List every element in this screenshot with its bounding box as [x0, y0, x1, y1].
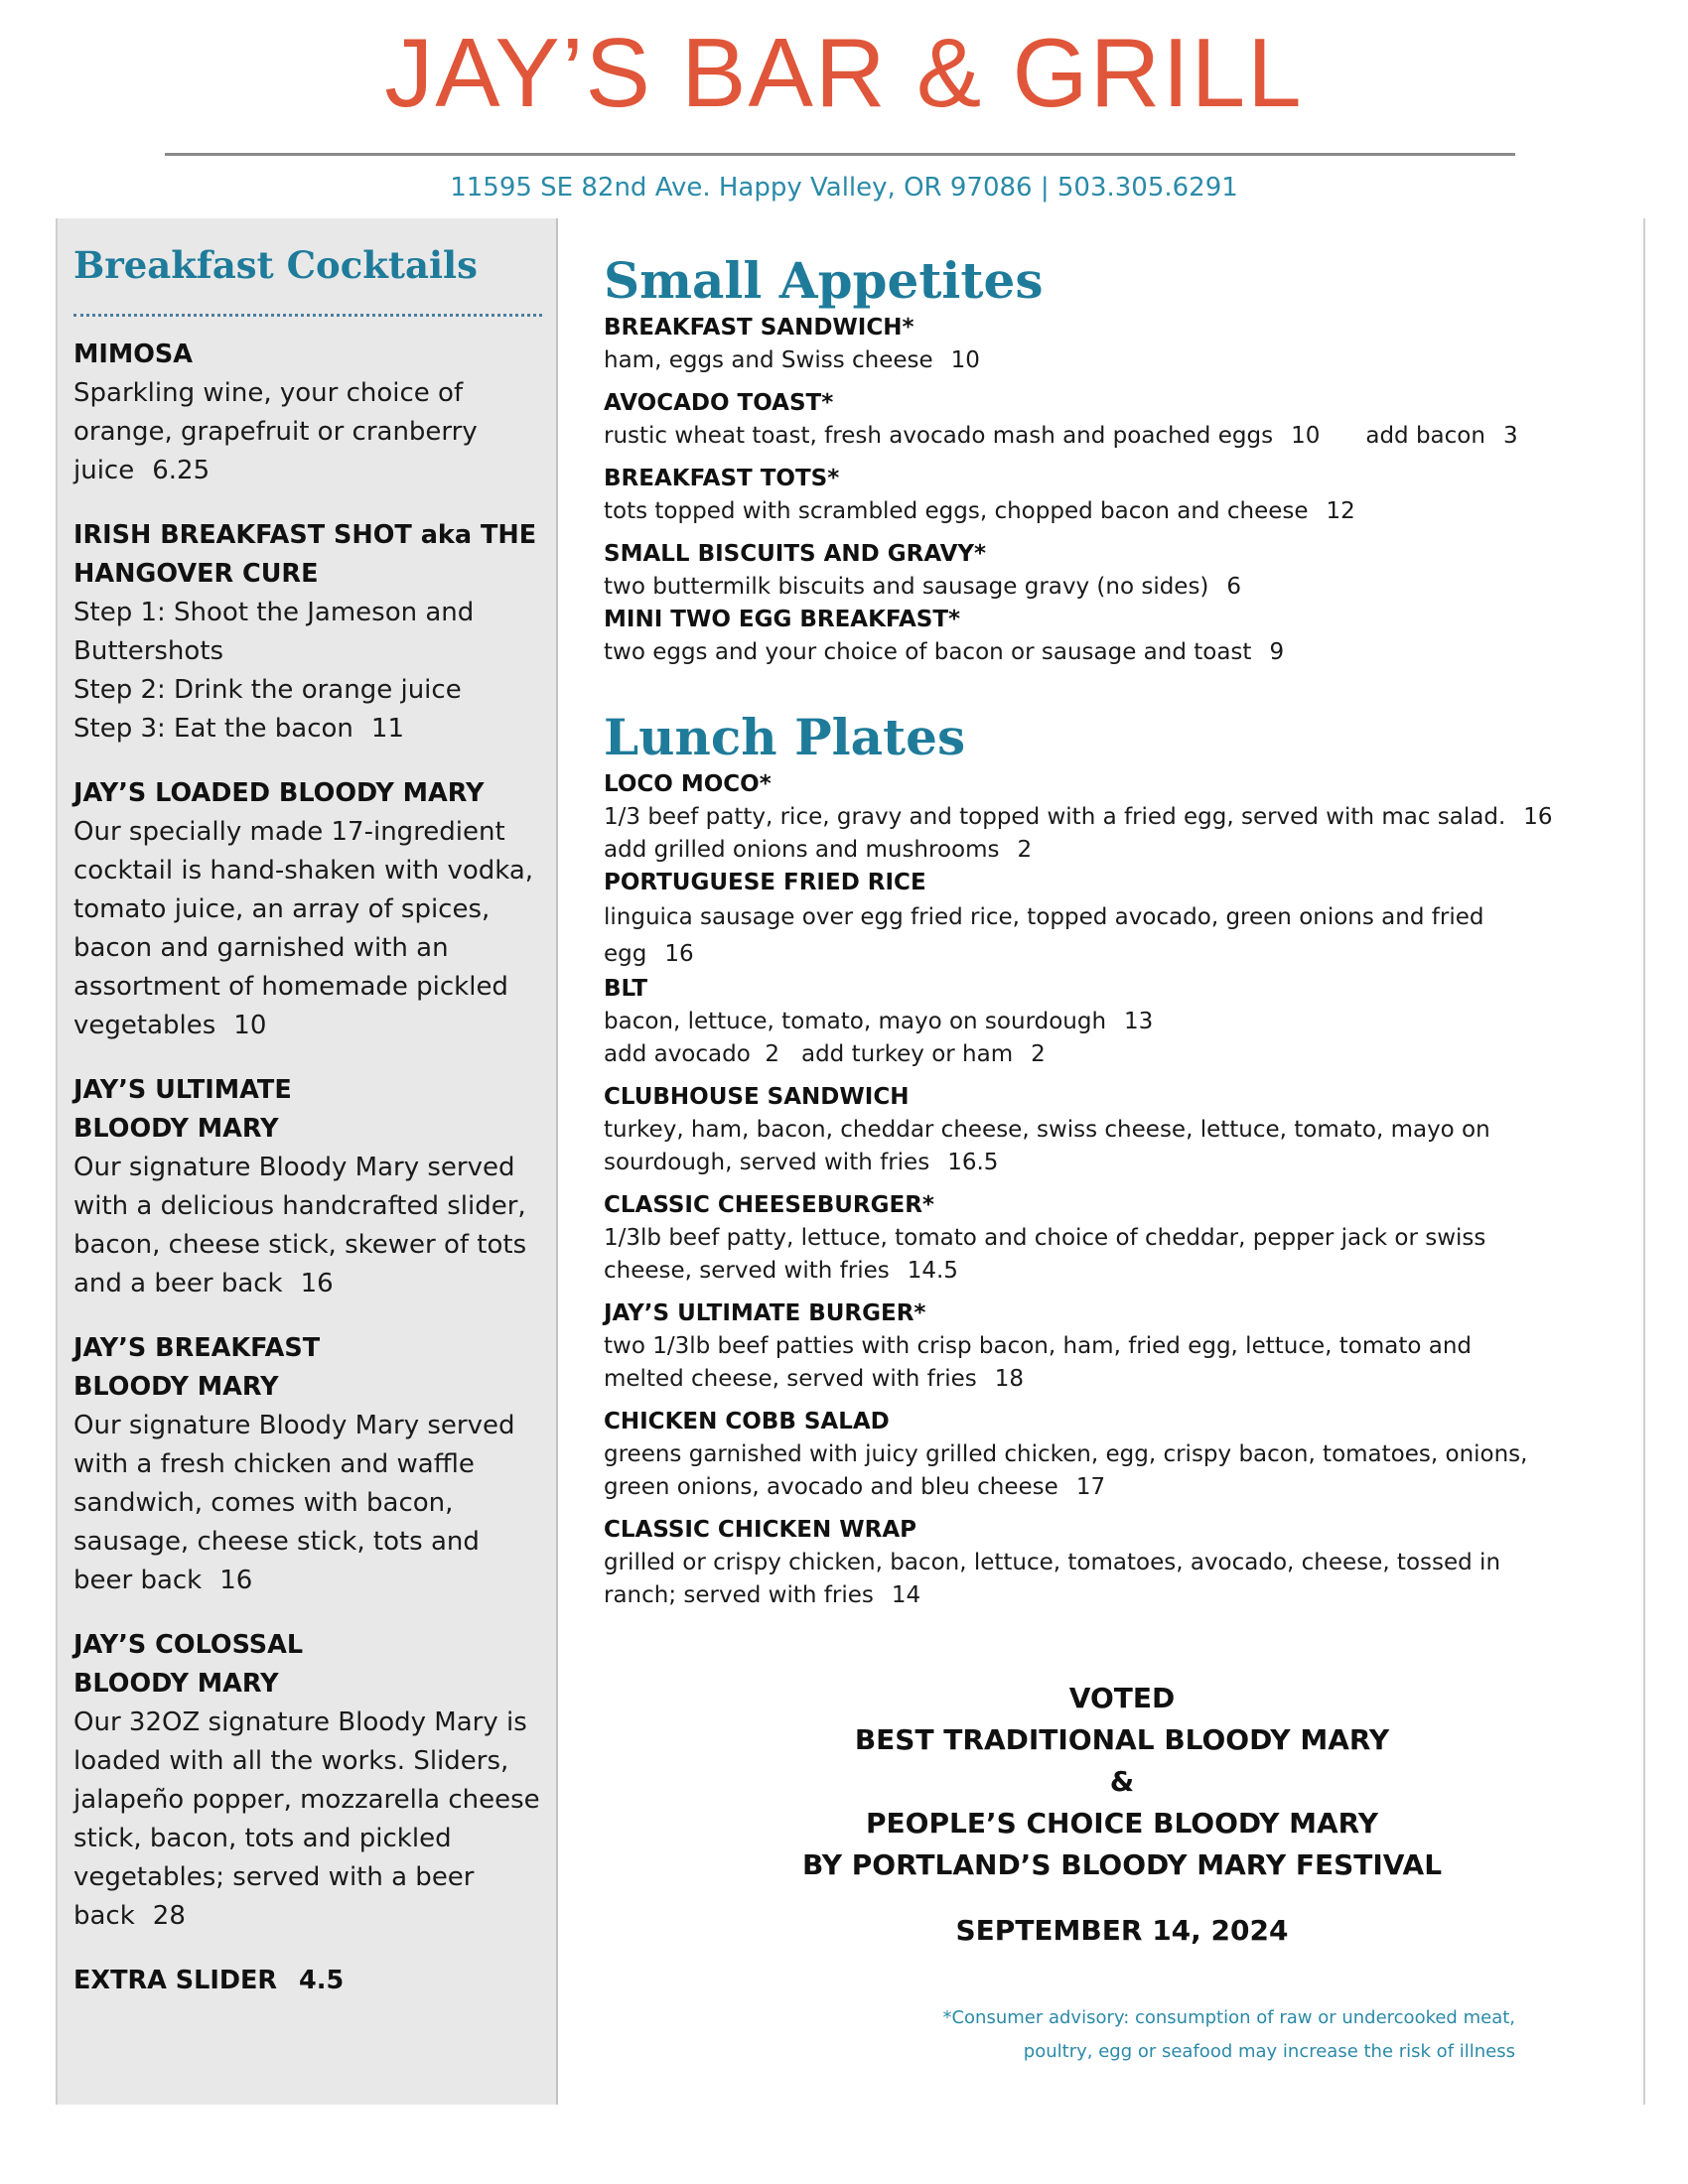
menu-item-name: CLASSIC CHICKEN WRAP: [604, 1517, 916, 1543]
menu-item-desc-text: two 1/3lb beef patties with crisp bacon, ham, fried egg, lettuce, tomato and melted cheese, served with fries: [604, 1333, 1473, 1392]
menu-item: [604, 604, 1636, 669]
cocktail-price: 16: [300, 1269, 334, 1298]
menu-item-name: JAY’S ULTIMATE BURGER*: [604, 1300, 926, 1326]
cocktail-desc-text: Our 32OZ signature Bloody Mary is loaded with all the works. Sliders, jalapeño popper, mozzarella cheese stick, bacon, tots and pickled vegetables; served with a beer back: [73, 1707, 540, 1931]
menu-item: [604, 1297, 1636, 1396]
menu-item-name: CLUBHOUSE SANDWICH: [604, 1084, 910, 1110]
menu-item-price: 6: [1226, 574, 1242, 600]
award-block: [604, 1678, 1640, 1952]
menu-item-description: [604, 1114, 1527, 1179]
restaurant-title: JAY’S BAR & GRILL: [384, 18, 1304, 127]
menu-item-price: 9: [1269, 639, 1285, 665]
menu-item-description: [604, 1222, 1527, 1288]
menu-item-description: [604, 1330, 1527, 1396]
menu-item-name: CHICKEN COBB SALAD: [604, 1409, 890, 1434]
consumer-advisory: [820, 2001, 1515, 2069]
menu-item-description: [604, 420, 1636, 453]
cocktail-desc-text: Our signature Bloody Mary served with a fresh chicken and waffle sandwich, comes with bacon, sausage, cheese stick, tots and beer back: [73, 1411, 515, 1595]
menu-item-description: [604, 571, 1636, 604]
menu-item-desc-text: 1/3lb beef patty, lettuce, tomato and choice of cheddar, pepper jack or swiss cheese, served with fries: [604, 1225, 1486, 1284]
cocktail-desc-text: Sparkling wine, your choice of orange, grapefruit or cranberry juice: [73, 378, 478, 485]
cocktail-desc-text: Our signature Bloody Mary served with a delicious handcrafted slider, bacon, cheese stick, skewer of tots and a beer back: [73, 1153, 527, 1298]
cocktail-description: [73, 374, 540, 490]
menu-item: [604, 867, 1636, 973]
advisory-line: poultry, egg or seafood may increase the risk of illness: [1023, 2041, 1515, 2062]
menu-item-desc-text: bacon, lettuce, tomato, mayo on sourdough: [604, 1009, 1107, 1034]
menu-item: [604, 312, 1636, 377]
cocktail-name: JAY’S COLOSSAL BLOODY MARY: [73, 1630, 304, 1699]
menu-item-price: 16: [664, 941, 694, 967]
menu-item-name: BREAKFAST TOTS*: [604, 466, 840, 491]
cocktail-item: [73, 1626, 540, 1936]
menu-item-description: [604, 1547, 1527, 1612]
menu-item-name: BLT: [604, 976, 648, 1002]
cocktail-item: [73, 1329, 540, 1600]
menu-item: [604, 973, 1636, 1071]
title-divider: [165, 153, 1515, 156]
menu-item: [604, 1406, 1636, 1504]
advisory-line: *Consumer advisory: consumption of raw or undercooked meat,: [942, 2007, 1515, 2028]
cocktail-price: 4.5: [299, 1966, 345, 1995]
cocktail-price: 28: [152, 1901, 186, 1931]
menu-item: [604, 768, 1636, 867]
menu-item-addon: add bacon: [1365, 423, 1485, 449]
cocktail-desc-text: Our specially made 17-ingredient cocktail is hand-shaken with vodka, tomato juice, an array of spices, bacon and garnished with an assortment of homemade pickled vegetables: [73, 817, 534, 1040]
menu-item-desc-text: tots topped with scrambled eggs, chopped bacon and cheese: [604, 498, 1309, 524]
cocktail-description: [73, 1407, 540, 1600]
menu-item-price: 12: [1326, 498, 1355, 524]
award-date: SEPTEMBER 14, 2024: [955, 1914, 1289, 1947]
menu-item-desc-text: two eggs and your choice of bacon or sausage and toast: [604, 639, 1252, 665]
cocktail-price: 11: [370, 714, 404, 744]
menu-item: [604, 1081, 1636, 1179]
menu-item-name: SMALL BISCUITS AND GRAVY*: [604, 541, 987, 567]
cocktail-description: [73, 1149, 540, 1303]
small-appetites-heading: Small Appetites: [604, 251, 1044, 310]
menu-item-description: [604, 1438, 1537, 1504]
cocktail-step: Step 2: Drink the orange juice: [73, 675, 462, 705]
menu-item-price: 10: [950, 347, 980, 373]
cocktail-item: [73, 336, 540, 490]
menu-item-desc-text: linguica sausage over egg fried rice, topped avocado, green onions and fried egg: [604, 904, 1484, 967]
cocktail-step: Step 1: Shoot the Jameson and Buttershots: [73, 598, 475, 666]
award-line: PEOPLE’S CHOICE BLOODY MARY: [866, 1807, 1378, 1840]
menu-item-description: [604, 495, 1636, 528]
address-line: 11595 SE 82nd Ave. Happy Valley, OR 97086 | 503.305.6291: [450, 173, 1238, 203]
menu-item-addon-price: 3: [1502, 423, 1518, 449]
menu-item-name: MINI TWO EGG BREAKFAST*: [604, 607, 961, 632]
menu-item-extra-price: 2: [1017, 837, 1033, 863]
award-line: BY PORTLAND’S BLOODY MARY FESTIVAL: [801, 1848, 1443, 1881]
menu-item-name: LOCO MOCO*: [604, 771, 772, 797]
menu-item-desc-text: two buttermilk biscuits and sausage gravy (no sides): [604, 574, 1209, 600]
cocktail-name: [73, 1962, 540, 2000]
cocktail-description: [73, 1704, 540, 1936]
menu-item-desc-text: 1/3 beef patty, rice, gravy and topped with a fried egg, served with mac salad.: [604, 804, 1506, 830]
cocktail-step: [73, 710, 540, 749]
menu-item-price: 16.5: [947, 1150, 999, 1175]
menu-item-price: 16: [1523, 804, 1553, 830]
menu-item-desc-text: greens garnished with juicy grilled chicken, egg, crispy bacon, tomatoes, onions, green onions, avocado and bleu cheese: [604, 1441, 1528, 1500]
menu-item-extra: [604, 834, 1636, 867]
cocktail-description: [73, 594, 540, 749]
menu-item: [604, 1514, 1636, 1612]
menu-item-price: 14: [891, 1582, 921, 1608]
cocktail-item: [73, 774, 540, 1045]
cocktails-heading: Breakfast Cocktails: [73, 243, 478, 287]
cocktail-item: [73, 516, 540, 749]
menu-item-name: AVOCADO TOAST*: [604, 390, 834, 416]
cocktail-step-text: Step 3: Eat the bacon: [73, 714, 353, 744]
menu-item-price: 10: [1291, 423, 1321, 449]
menu-item-name: PORTUGUESE FRIED RICE: [604, 870, 926, 895]
menu-item-description: [604, 801, 1636, 834]
award-line: BEST TRADITIONAL BLOODY MARY: [854, 1723, 1390, 1756]
menu-item-desc-text: ham, eggs and Swiss cheese: [604, 347, 933, 373]
cocktail-name: IRISH BREAKFAST SHOT aka THE HANGOVER CURE: [73, 520, 537, 589]
cocktail-price: 6.25: [152, 456, 211, 485]
menu-item: [604, 463, 1636, 528]
cocktails-divider: [73, 314, 542, 317]
main-menu: [604, 250, 1636, 1622]
menu-item-price: 17: [1075, 1474, 1106, 1500]
menu-item-name: BREAKFAST SANDWICH*: [604, 315, 914, 341]
cocktail-list: [73, 336, 540, 2026]
cocktail-name: JAY’S ULTIMATE BLOODY MARY: [73, 1075, 292, 1144]
menu-item-price: 13: [1124, 1009, 1154, 1034]
cocktail-price: 16: [219, 1566, 253, 1595]
award-line: VOTED: [1068, 1682, 1176, 1714]
menu-item-price: 18: [994, 1366, 1025, 1392]
menu-item-name: CLASSIC CHEESEBURGER*: [604, 1192, 934, 1218]
menu-item-description: [604, 1006, 1636, 1038]
lunch-plates-heading: Lunch Plates: [604, 708, 966, 766]
cocktail-name-text: EXTRA SLIDER: [73, 1966, 278, 1995]
menu-item-description: [604, 636, 1636, 669]
cocktail-description: [73, 813, 540, 1045]
menu-item-price: 14.5: [907, 1258, 958, 1284]
menu-item-extra-text: add avocado 2 add turkey or ham: [604, 1041, 1014, 1067]
award-line: &: [1109, 1765, 1135, 1798]
cocktail-price: 10: [233, 1011, 267, 1040]
cocktail-item: [73, 1071, 540, 1303]
cocktail-name: MIMOSA: [73, 340, 194, 369]
menu-item-desc-text: turkey, ham, bacon, cheddar cheese, swiss cheese, lettuce, tomato, mayo on sourdough, served with fries: [604, 1117, 1490, 1175]
menu-item-description: [604, 344, 1636, 377]
menu-item: [604, 1189, 1636, 1288]
menu-item-extra: [604, 1038, 1636, 1071]
cocktail-item: [73, 1962, 540, 2000]
menu-item-extra-text: add grilled onions and mushrooms: [604, 837, 1000, 863]
page-frame-right: [1643, 218, 1645, 2105]
menu-item: [604, 538, 1636, 604]
menu-item-desc-text: rustic wheat toast, fresh avocado mash and poached eggs: [604, 423, 1274, 449]
menu-item-desc-text: grilled or crispy chicken, bacon, lettuce, tomatoes, avocado, cheese, tossed in ranch; served with fries: [604, 1550, 1501, 1608]
menu-item-description: [604, 899, 1527, 973]
cocktail-name: JAY’S BREAKFAST BLOODY MARY: [73, 1333, 321, 1402]
menu-item: [604, 387, 1636, 453]
cocktail-name: JAY’S LOADED BLOODY MARY: [73, 778, 485, 808]
menu-item-extra-price: 2: [1031, 1041, 1046, 1067]
